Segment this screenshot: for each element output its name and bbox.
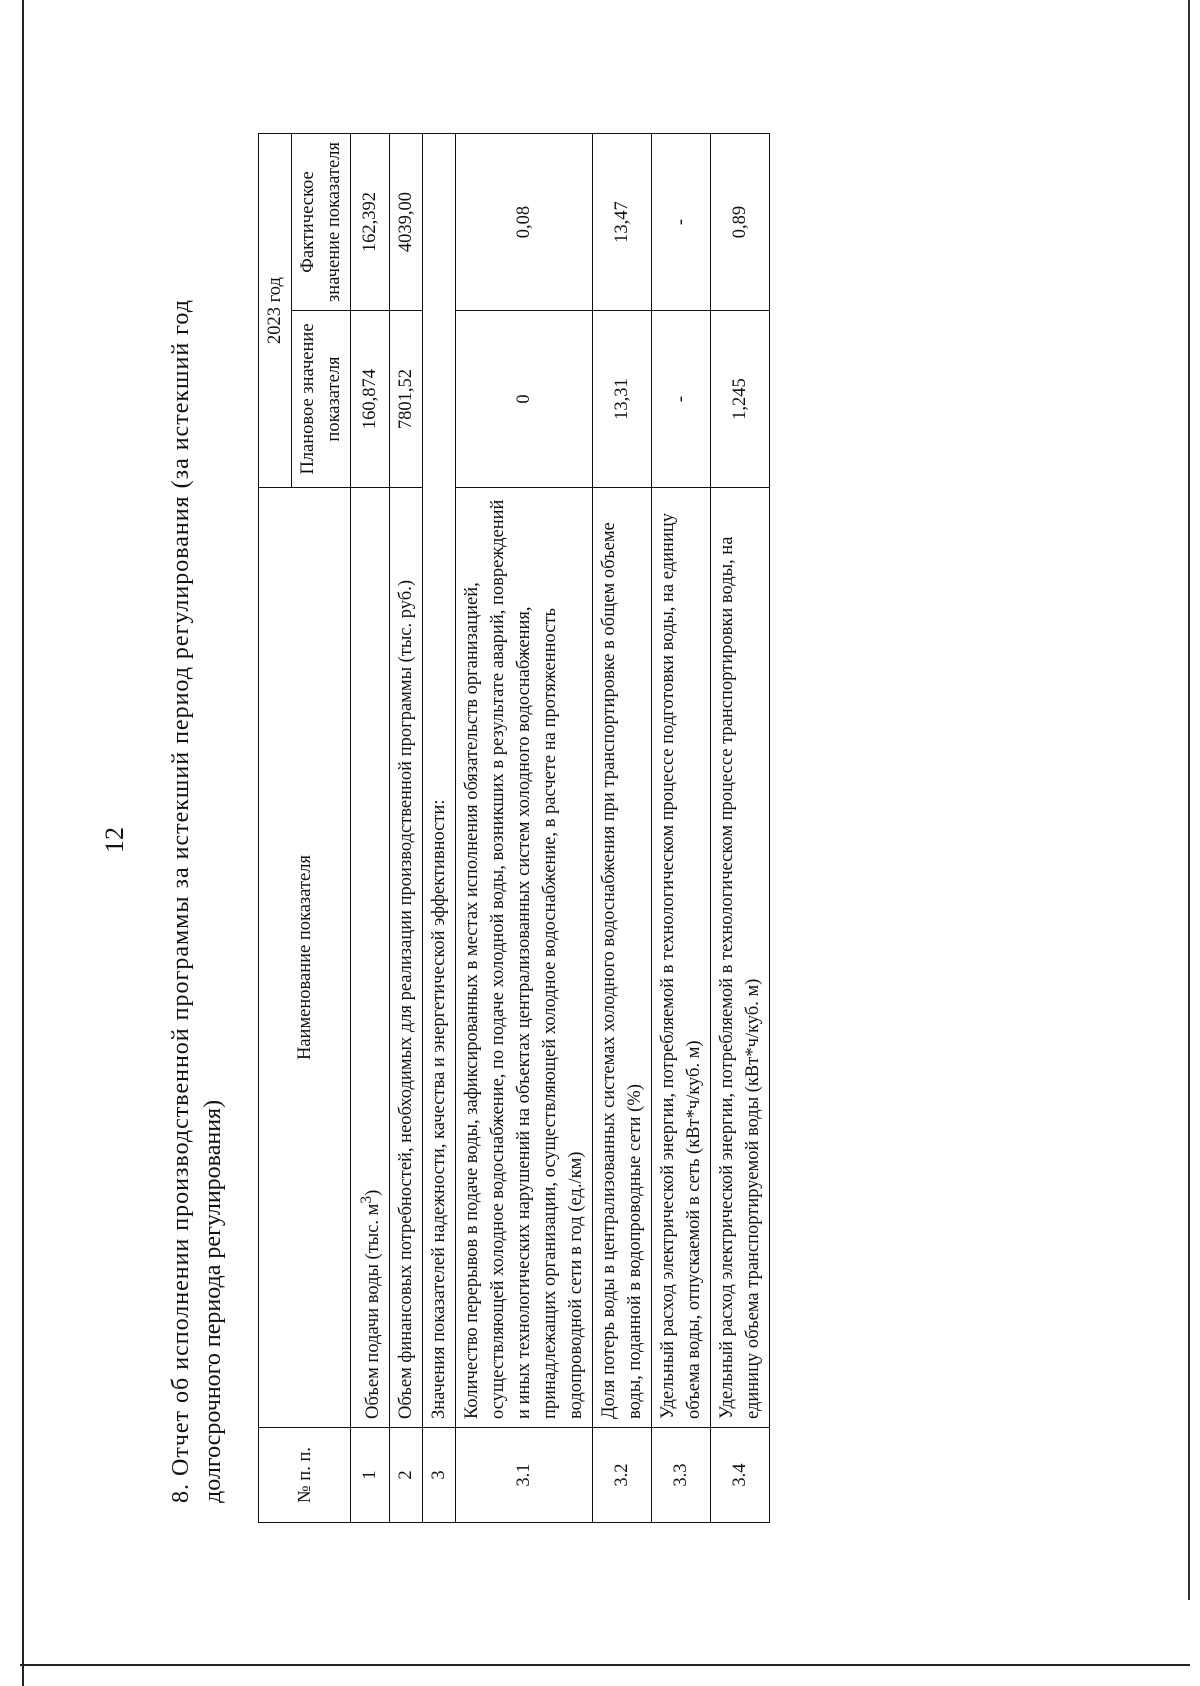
row-number: 3 [423,1428,456,1523]
row-name [351,488,390,1428]
header-number: № п. п. [259,1428,351,1523]
row-fact: - [652,134,711,311]
rotated-page [30,63,1150,1623]
row-plan: 7801,52 [390,311,423,488]
row-plan: 1,245 [711,311,770,488]
table-row [390,134,423,1523]
row-plan: - [652,311,711,488]
table-row [423,134,456,1523]
scan-edge-bottom [20,1664,1190,1666]
row-name: Количество перерывов в подаче воды, зафиксированных в местах исполнения обязательств организацией, осуществляющей холодное водоснабжение, по подаче холодной воды, возникших в результате аварий, повреждений и иных технологических нарушений на объектах централизованных систем холодного водоснабжения, принадлежащих организации, осуществляющей холодное водоснабжение, в расчете на протяженность водопроводной сети в год (ед./км) [456,488,593,1428]
scan-edge-right [1188,0,1190,1600]
table-row [351,134,390,1523]
row-name-sup: 3 [358,1195,375,1204]
row-number: 3.2 [593,1428,652,1523]
table-row [711,134,770,1523]
row-name: Значения показателей надежности, качества и энергетической эффективности: [423,134,456,1428]
page-number: 12 [100,827,129,853]
table-row [456,134,593,1523]
row-plan: 160,874 [351,311,390,488]
header-fact: Фактическое значение показателя [292,134,351,311]
row-number: 3.3 [652,1428,711,1523]
row-number: 3.1 [456,1428,593,1523]
row-name: Удельный расход электрической энергии, потребляемой в технологическом процессе транспортировки воды, на единицу объема транспортируемой воды (кВт*ч/куб. м) [711,488,770,1428]
row-name: Удельный расход электрической энергии, потребляемой в технологическом процессе подготовки воды, на единицу объема воды, отпускаемой в сеть (кВт*ч/куб. м) [652,488,711,1428]
row-fact: 162,392 [351,134,390,311]
row-fact: 0,89 [711,134,770,311]
row-fact: 0,08 [456,134,593,311]
table-header-row [259,134,292,1523]
row-name-end: ) [363,1189,384,1196]
row-fact: 13,47 [593,134,652,311]
table-row [593,134,652,1523]
header-name: Наименование показателя [259,488,351,1428]
section-title-line2: долгосрочного периода регулирования) [200,1099,226,1503]
row-number: 2 [390,1428,423,1523]
report-table [258,133,770,1523]
header-plan: Плановое значение показателя [292,311,351,488]
section-title [165,183,229,1503]
header-year: 2023 год [259,134,292,488]
table-row [652,134,711,1523]
scan-edge-left [22,0,24,1686]
row-name-text: Объем подачи воды (тыс. м [363,1203,384,1419]
row-number: 3.4 [711,1428,770,1523]
row-plan: 0 [456,311,593,488]
row-number: 1 [351,1428,390,1523]
section-title-line1: 8. Отчет об исполнении производственной программы за истекший период регулирования (за истекший год [168,299,194,1503]
row-fact: 4039,00 [390,134,423,311]
row-plan: 13,31 [593,311,652,488]
row-name: Объем финансовых потребностей, необходимых для реализации производственной программы (тыс. руб.) [390,488,423,1428]
row-name: Доля потерь воды в централизованных системах холодного водоснабжения при транспортировке в общем объеме воды, поданной в водопроводные сети (%) [593,488,652,1428]
